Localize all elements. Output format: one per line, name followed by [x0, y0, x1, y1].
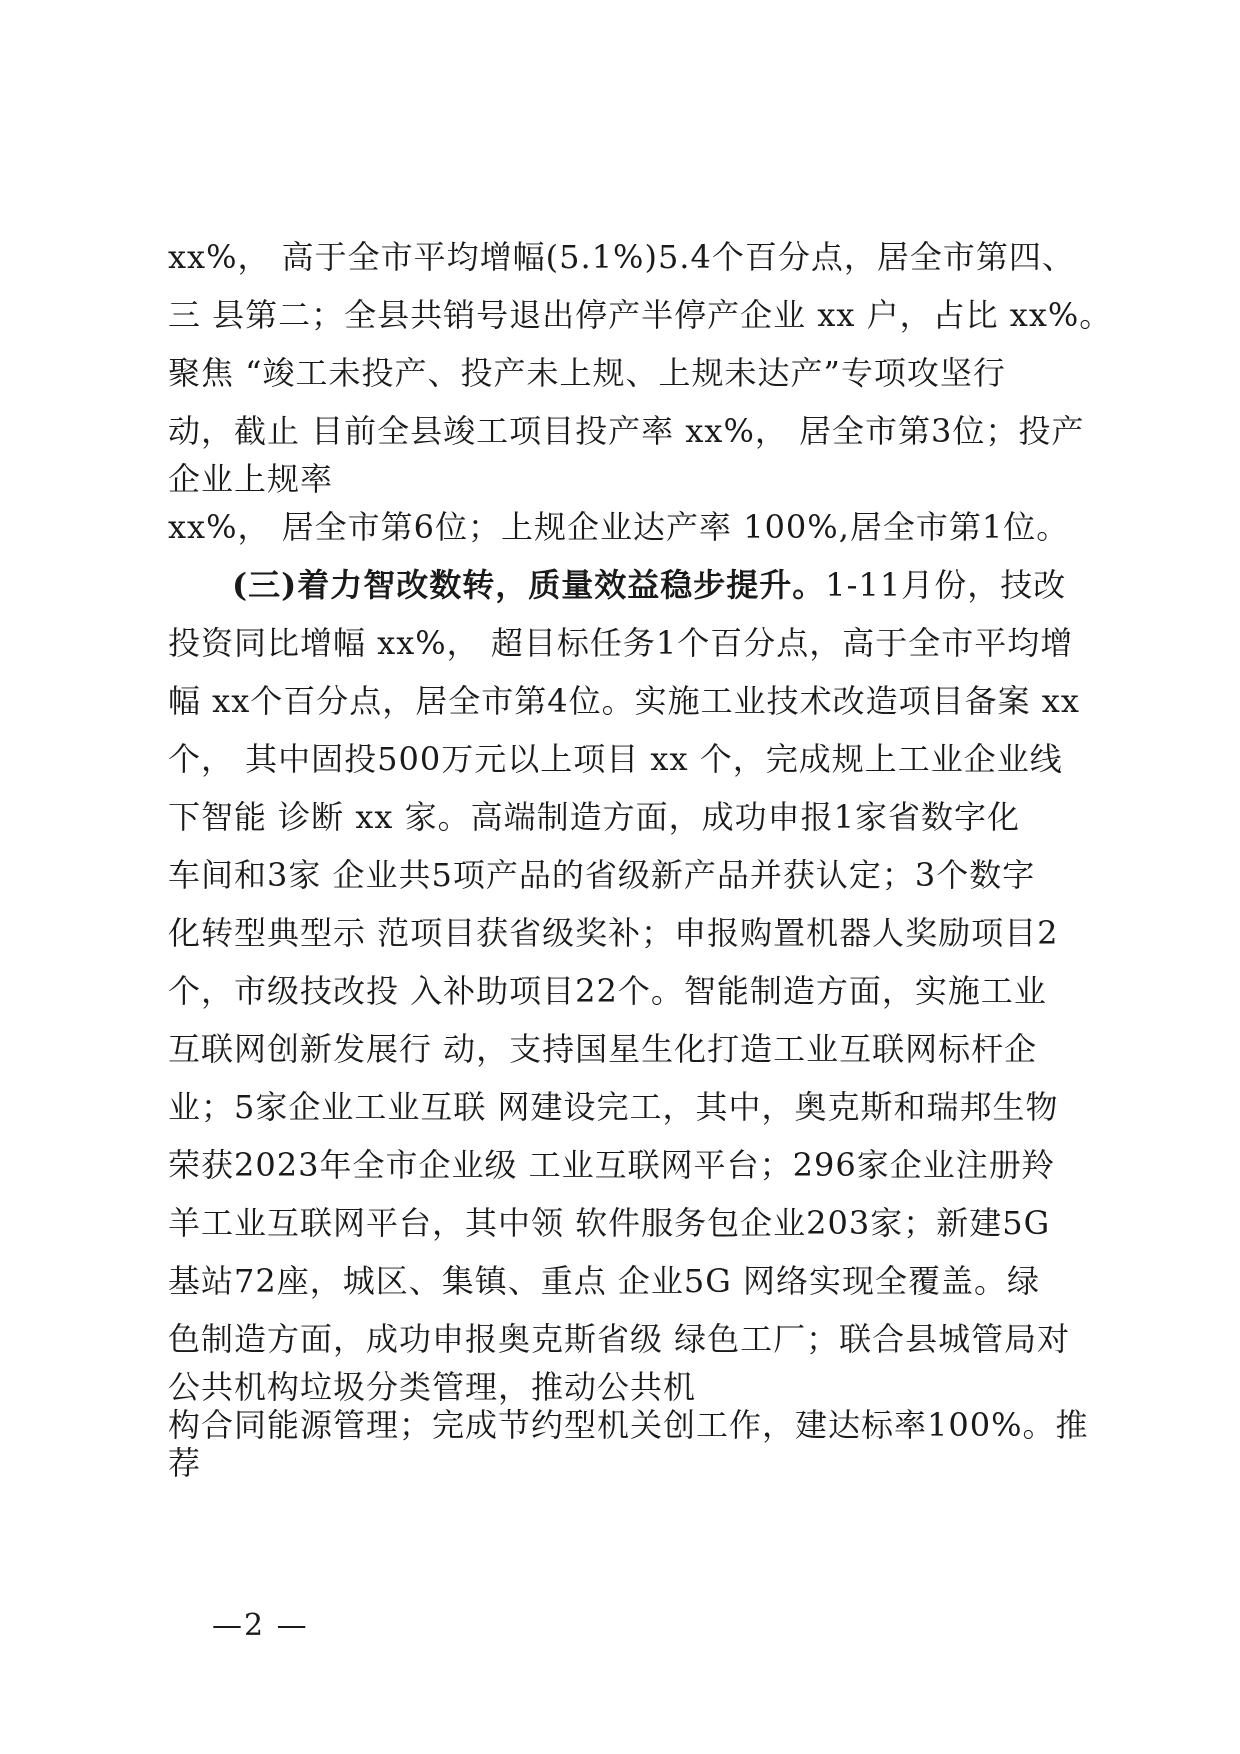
paragraph-line: 荐: [168, 1444, 202, 1482]
paragraph-line: 下智能 诊断 xx 家。高端制造方面，成功申报1家省数字化: [168, 798, 1020, 836]
page-number: —2 —: [212, 1608, 309, 1643]
body-text: [168, 228, 1113, 1482]
paragraph-line: 化转型典型示 范项目获省级奖补；申报购置机器人奖励项目2: [168, 914, 1059, 952]
paragraph-line: xx%， 高于全市平均增幅(5.1%)5.4个百分点，居全市第四、: [168, 238, 1075, 276]
paragraph-line: 色制造方面，成功申报奥克斯省级 绿色工厂；联合县城管局对: [168, 1320, 1071, 1358]
paragraph-line: 聚焦 “竣工未投产、投产未上规、上规未达产”专项攻坚行: [168, 354, 1006, 392]
paragraph-line: 个，市级技改投 入补助项目22个。智能制造方面，实施工业: [168, 972, 1047, 1010]
paragraph-line: 构合同能源管理；完成节约型机关创工作，建达标率100%。推: [168, 1406, 1089, 1444]
paragraph-line: 个， 其中固投500万元以上项目 xx 个，完成规上工业企业线: [168, 740, 1063, 778]
paragraph-line: 公共机构垃圾分类管理，推动公共机: [168, 1368, 697, 1406]
paragraph-line: xx%， 居全市第6位；上规企业达产率 100%,居全市第1位。: [168, 508, 1070, 546]
section-heading-rest: 1-11月份，技改: [825, 566, 1067, 604]
paragraph-line: 业；5家企业工业互联 网建设完工，其中，奥克斯和瑞邦生物: [168, 1088, 1059, 1126]
section-heading: (三)着力智改数转，质量效益稳步提升。: [232, 566, 826, 604]
paragraph-line: 羊工业互联网平台，其中领 软件服务包企业203家；新建5G: [168, 1204, 1051, 1242]
paragraph-line: 车间和3家 企业共5项产品的省级新产品并获认定；3个数字: [168, 856, 1036, 894]
paragraph-line: 企业上规率: [168, 460, 334, 498]
section-heading-line: [168, 556, 1072, 614]
paragraph-line: 投资同比增幅 xx%， 超目标任务1个百分点，高于全市平均增: [168, 624, 1074, 662]
paragraph-line: 幅 xx个百分点，居全市第4位。实施工业技术改造项目备案 xx: [168, 682, 1080, 720]
paragraph-line: 互联网创新发展行 动，支持国星生化打造工业互联网标杆企: [168, 1030, 1038, 1068]
paragraph-line: 三 县第二；全县共销号退出停产半停产企业 xx 户，占比 xx%。: [168, 296, 1113, 334]
paragraph-line: 荣获2023年全市企业级 工业互联网平台；296家企业注册羚: [168, 1146, 1055, 1184]
paragraph-line: 动，截止 目前全县竣工项目投产率 xx%， 居全市第3位；投产: [168, 412, 1085, 450]
paragraph-line: 基站72座，城区、集镇、重点 企业5G 网络实现全覆盖。绿: [168, 1262, 1040, 1300]
